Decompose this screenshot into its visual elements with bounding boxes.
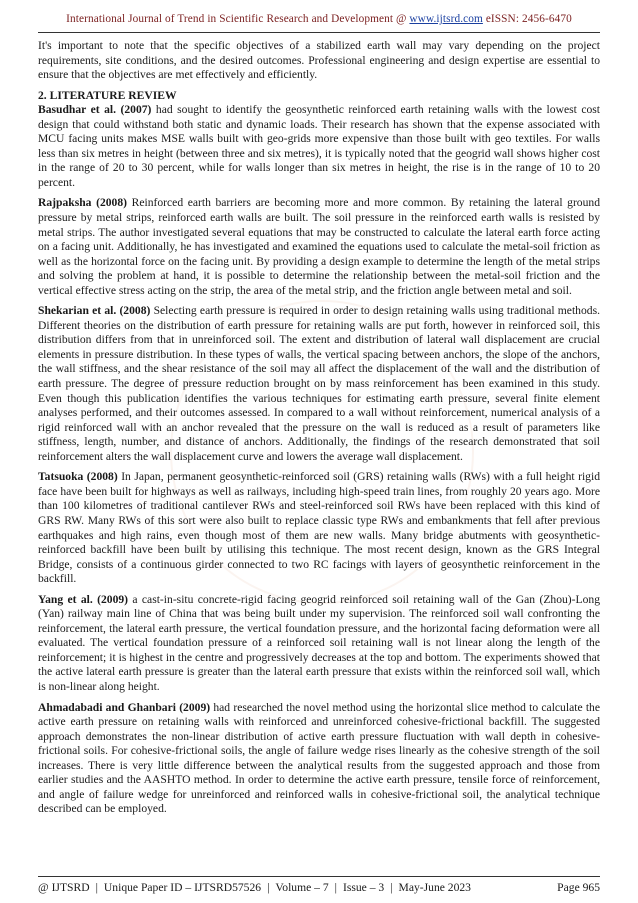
review-paragraph — [38, 701, 600, 817]
footer-issue: Issue – 3 — [342, 881, 385, 894]
review-text: a cast-in-situ concrete-rigid facing geogrid reinforced soil retaining wall of the Gan (Zhou)-Long (Yan) railway main line of China that was being built under my supervision. The reinforced soil wall confronting the reinforcement, the lateral earth pressure, the vertical foundation pressure, and the horizontal facing deformation were all evaluated. The vertical foundation pressure of a reinforced soil retaining wall is not linear along the length of the reinforcement; it is highest in the centre and progressively decreases at the top and bottom. The experiments showed that the active lateral earth pressure is greater than the lateral earth pressure that exists within the reinforced soil wall, which is non-linear along height. — [38, 592, 600, 693]
review-text: had researched the novel method using the horizontal slice method to calculate the active earth pressure on retaining walls with reinforced and unreinforced cohesive-frictional backfill. The suggested approach demonstrates the non-linear distribution of active earth pressure fluctuation with wall depth in cohesive-frictional soils. For cohesive-frictional soils, the angle of failure wedge rises linearly as the cohesive strength of the soil increases. There is very little difference between the analytical results from the suggested approach and those from earlier studies and the AASHTO method. In order to determine the active earth pressure, tensile force of reinforcement, and angle of failure wedge for unreinforced and reinforced walls in cohesive-frictional soil, the analytical technique described can be employed. — [38, 700, 600, 816]
review-author: Shekarian et al. (2008) — [38, 304, 151, 318]
running-footer — [38, 881, 600, 894]
footer-journal: @ IJTSRD — [38, 881, 90, 894]
running-header — [0, 13, 638, 25]
issn: eISSN: 2456-6470 — [482, 13, 572, 25]
review-author: Tatsuoka (2008) — [38, 470, 118, 484]
review-author: Rajpaksha (2008) — [38, 196, 127, 210]
review-paragraph — [38, 470, 600, 586]
footer-volume: Volume – 7 — [275, 881, 329, 894]
journal-name: International Journal of Trend in Scientific Research and Development @ — [66, 13, 410, 25]
review-paragraph — [38, 304, 600, 464]
review-author: Ahmadabadi and Ghanbari (2009) — [38, 700, 211, 714]
header-divider — [38, 32, 600, 33]
footer-paper-id: Unique Paper ID – IJTSRD57526 — [103, 881, 262, 894]
review-author: Basudhar et al. (2007) — [38, 103, 152, 117]
review-paragraph — [38, 196, 600, 298]
footer-date: May-June 2023 — [398, 881, 471, 894]
footer-divider — [38, 876, 600, 877]
journal-website-link[interactable]: www.ijtsrd.com — [409, 13, 483, 25]
article-body — [38, 39, 600, 823]
review-text: had sought to identify the geosynthetic reinforced earth retaining walls with the lowest cost design that could withstand both static and dynamic loads. Their research has shown that the expense associated with MCU facing units makes MSE walls built with geo-grids more expensive than those built with geo textiles. For walls less than six metres in height (between three and six metres), it is typically noted that the geogrid wall shows higher cost in the range of 20 to 30 percent, while for walls longer than six metres in height, the rise is in the range of 10 to 20 percent. — [38, 103, 600, 189]
page-number: Page 965 — [557, 881, 600, 894]
footer-meta: @ IJTSRD | Unique Paper ID – IJTSRD57526 | Volume – 7 | Issue – 3 | May-June 2023 — [38, 881, 471, 894]
section-heading: 2. LITERATURE REVIEW — [38, 88, 177, 102]
review-text: Reinforced earth barriers are becoming more and more common. By retaining the lateral ground pressure by metal strips, reinforced earth walls are built. The soil pressure in the reinforced earth walls is resisted by metal strips. The author investigated several equations that may be constructed to calculate the lateral earth force acting on a facing unit. Additionally, he has investigated and examined the equations used to calculate the metal-soil friction as well as the horizontal force on the facing unit. By providing a design example to determine the length of the metal strips and solving the problem at hand, it is possible to determine the relationship between the metal-soil friction and the vertical effective stress acting on the strip, the area of the metal strip, and the friction angle between metal and soil. — [38, 196, 600, 297]
review-paragraph — [38, 593, 600, 695]
review-author: Yang et al. (2009) — [38, 592, 129, 606]
intro-paragraph: It's important to note that the specific objectives of a stabilized earth wall may vary depending on the project requirements, site conditions, and the desired outcomes. Professional engineering and design expertise are essential to ensure that the objectives are met effectively and efficiently. — [38, 39, 600, 82]
review-text: In Japan, permanent geosynthetic-reinforced soil (GRS) retaining walls (RWs) with a full height rigid face have been built for highways as well as railways, including high-speed train lines, from roughly 20 years ago. More than 100 kilometres of traditional cantilever RWs and steel-reinforced soil RWs have been replaced with this kind of GRS RW. Many RWs of this sort were also built to replace classic type RWs and embankments that fell after previous earthquakes and high rains, even though most of them are new walls. Many bridge abutments with geosynthetic-reinforced backfill have been built by utilising this technique. The most recent design, known as the GRS Integral Bridge, consists of a continuous girder connected to two RC facings with layers of geosynthetic reinforcement in the backfill. — [38, 470, 600, 586]
review-paragraph — [38, 103, 600, 190]
review-text: Selecting earth pressure is required in order to design retaining walls using traditional methods. Different theories on the distribution of earth pressure for retaining walls are put forth, however in reinforced soil, this distribution differs from that in unreinforced soil. The extent and distribution of lateral wall displacement are crucial elements in pressure distribution. In these types of walls, the vertical spacing between anchors, the slope of the anchors, the wall stiffness, and the shear resistance of the soil may all affect the displacement of the wall and the distribution of earth pressure. The degree of pressure reduction brought on by mass reinforcement has been examined in this study. Even though this publication identifies the various techniques for estimating earth pressure, several finite element analyses performed, and their outcomes assessed. In compared to a wall without reinforcement, numerical analysis of a rigid reinforced wall with an anchor revealed that the pressure on the wall is reduced as a result of parameters like stiffness, length, number, and distance of anchors. Additionally, the findings of the research demonstrated that soil reinforcement alters the wall displacement curve and lowers the average wall displacement. — [38, 304, 600, 463]
